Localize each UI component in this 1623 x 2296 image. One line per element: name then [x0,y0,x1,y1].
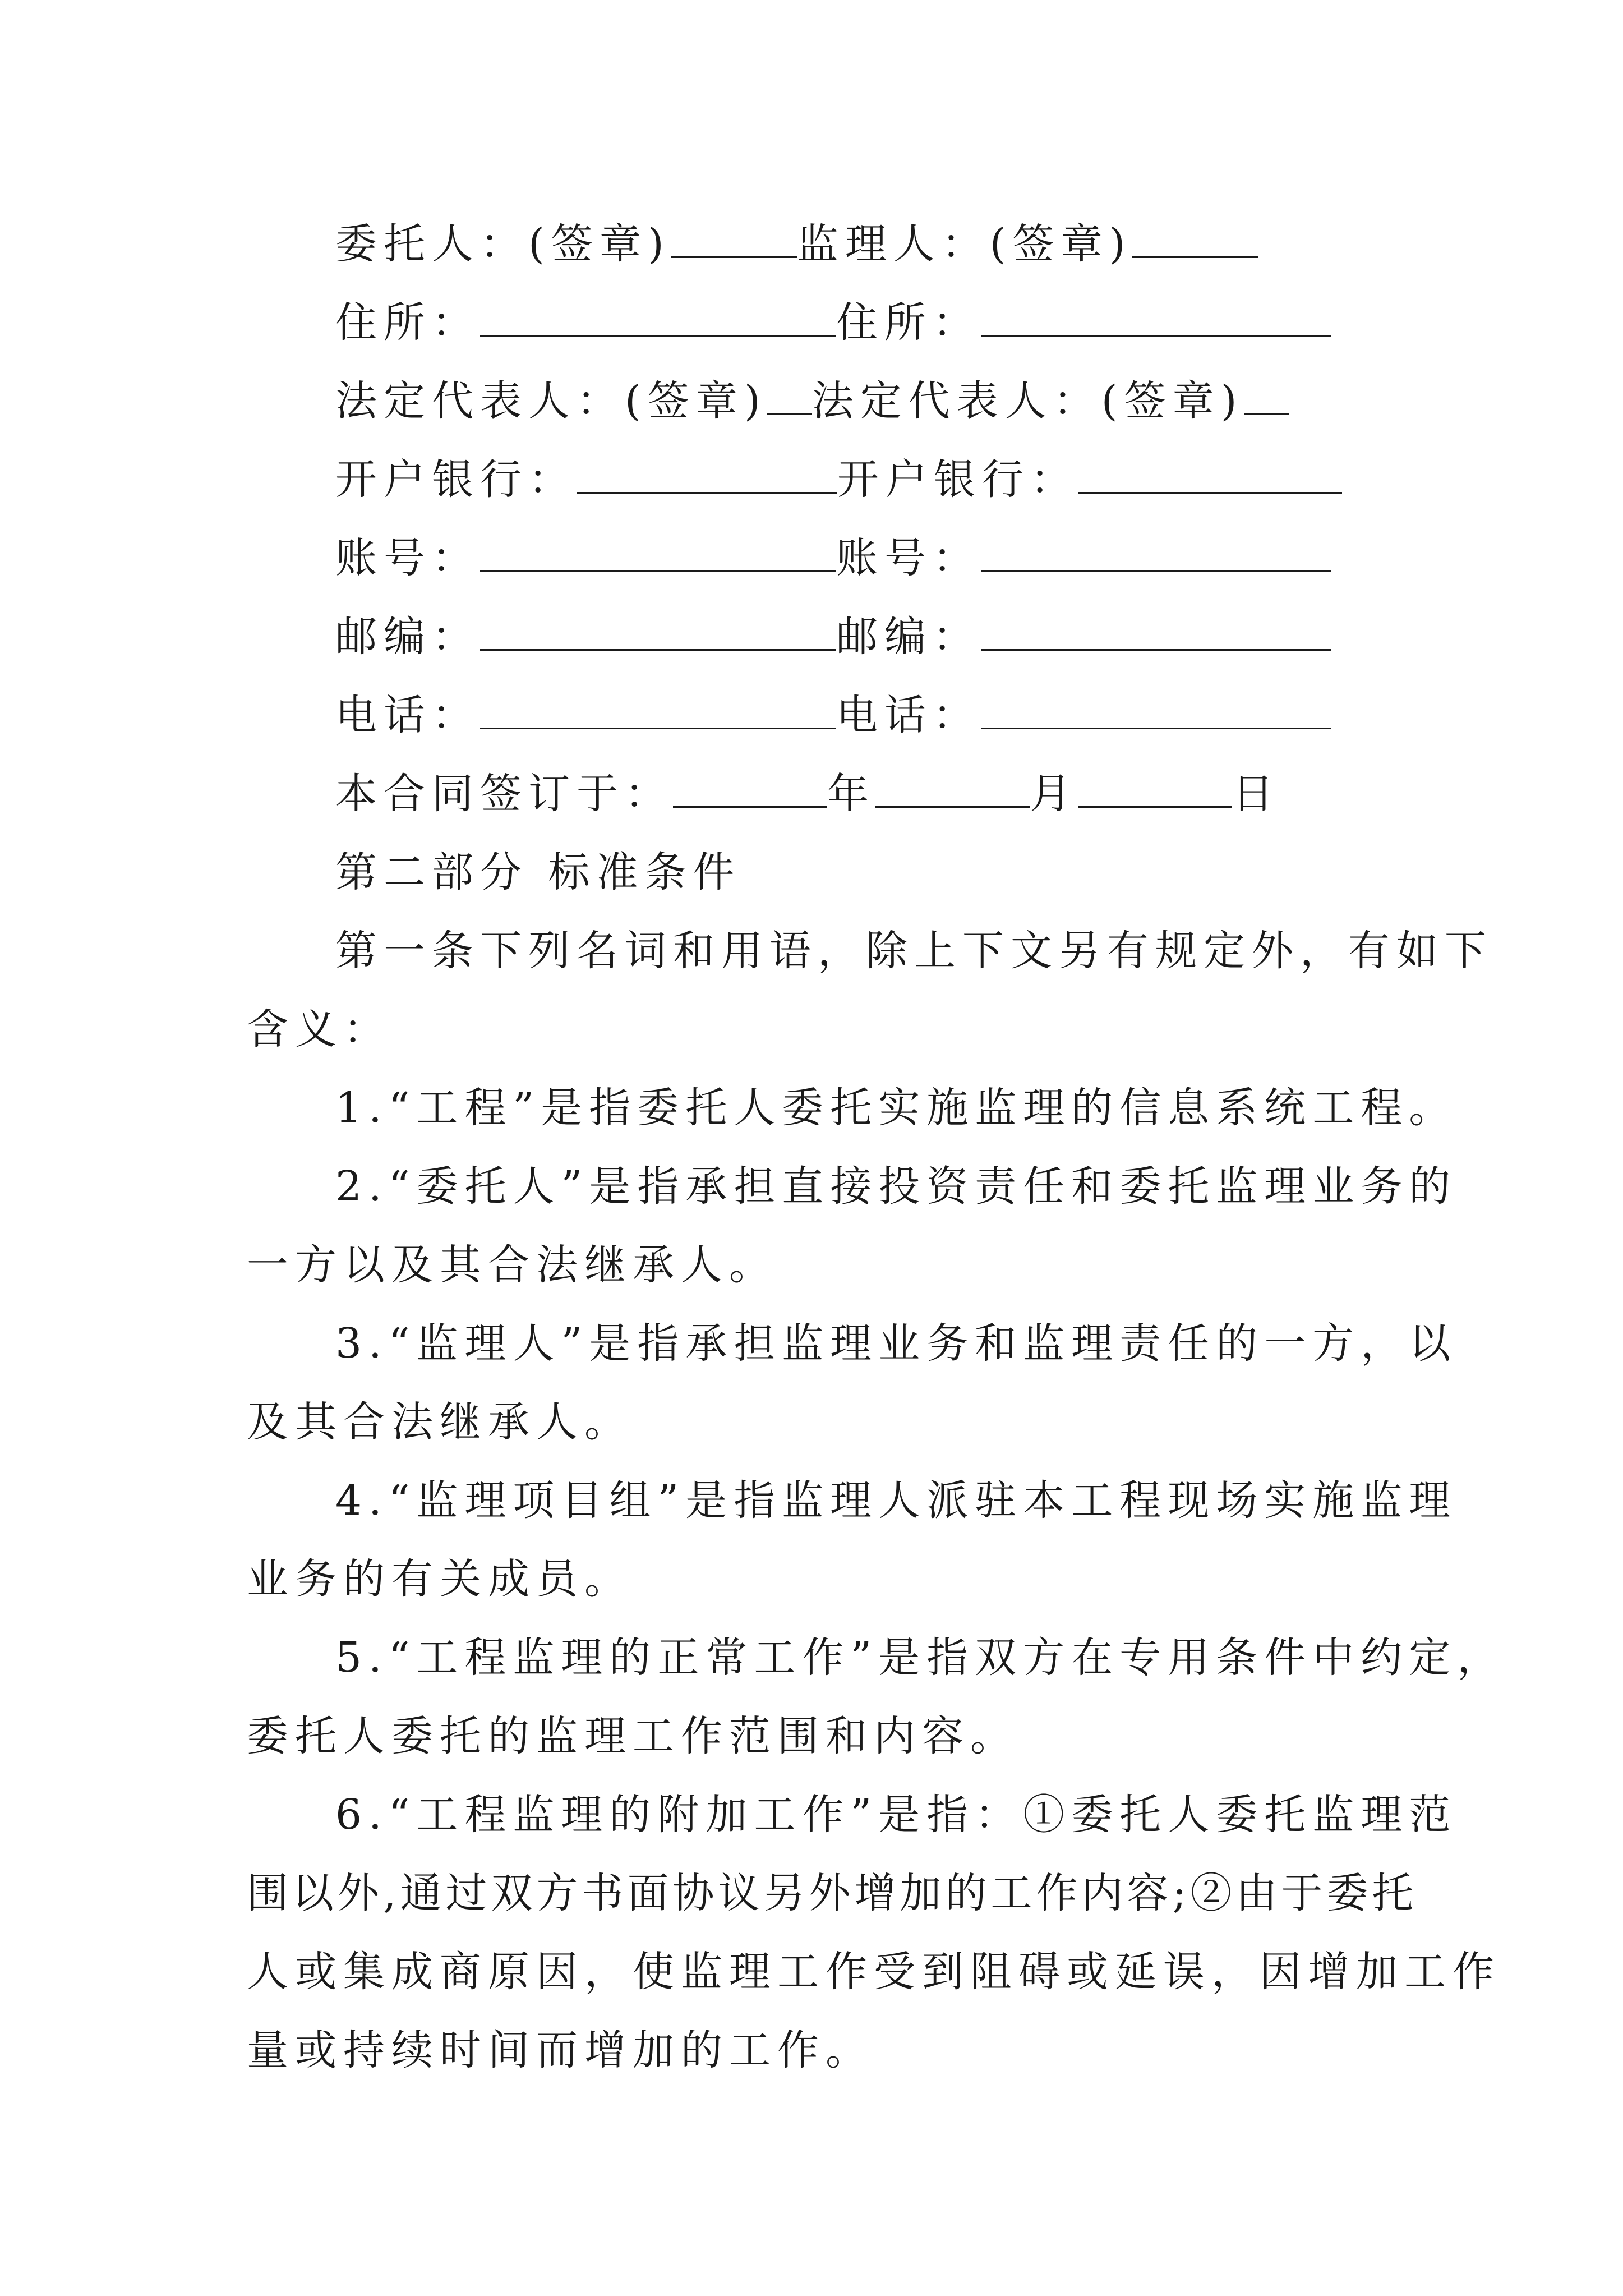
blank-line [875,771,1030,808]
blank-line [577,457,837,494]
blank-line [981,614,1331,651]
article-1-line: 第一条下列名词和用语，除上下文另有规定外，有如下 [335,927,1493,975]
blank-line [981,300,1331,337]
postcode-label: 邮编： [335,613,480,661]
month-label: 月 [1030,770,1078,818]
address-label: 住所： [836,298,981,347]
definition-6-line: 人或集成商原因，使监理工作受到阻碍或延误，因增加工作 [247,1948,1501,1996]
definition-4-line: 业务的有关成员。 [247,1555,633,1603]
blank-line [1078,771,1232,808]
blank-line [671,222,797,258]
definition-3-line: 3.“监理人”是指承担监理业务和监理责任的一方，以 [335,1319,1458,1368]
account-label: 账号： [836,534,981,582]
blank-line [673,771,827,808]
signature-row-address [335,295,1331,351]
definition-4-line: 4.“监理项目组”是指监理人派驻本工程现场实施监理 [335,1476,1458,1525]
definition-5-line: 委托人委托的监理工作范围和内容。 [247,1712,1018,1760]
signature-row-account [335,530,1331,586]
signature-row-postcode [335,609,1331,665]
signature-row-phone [335,687,1331,743]
definition-2-line: 2.“委托人”是指承担直接投资责任和委托监理业务的 [335,1162,1458,1211]
legal-rep-label: 法定代表人：(签章) [335,377,767,425]
supervisor-signature-label: 监理人：(签章) [796,220,1132,268]
signing-date-label: 本合同签订于： [335,770,673,818]
article-1-line: 含义： [247,1005,391,1053]
address-label: 住所： [335,298,480,347]
year-label: 年 [827,770,875,818]
definition-1-line: 1.“工程”是指委托人委托实施监理的信息系统工程。 [335,1084,1458,1132]
blank-line [480,300,836,337]
blank-line [981,693,1331,729]
blank-line [1132,222,1258,258]
section-title: 第二部分 标准条件 [335,848,741,896]
signature-row-bank [335,452,1342,508]
blank-line [1244,379,1289,415]
day-label: 日 [1232,770,1280,818]
phone-label: 电话： [836,691,981,739]
blank-line [767,379,812,415]
definition-6-line: 量或持续时间而增加的工作。 [247,2026,874,2074]
blank-line [480,693,836,729]
blank-line [981,536,1331,572]
definition-6-line: 6.“工程监理的附加工作”是指：①委托人委托监理范 [335,1791,1458,1839]
bank-label: 开户银行： [335,455,577,504]
blank-line [1078,457,1342,494]
definition-3-line: 及其合法继承人。 [247,1398,633,1446]
principal-signature-label: 委托人：(签章) [335,220,671,268]
definition-6-line: 围以外,通过双方书面协议另外增加的工作内容;②由于委托 [247,1869,1418,1917]
definition-5-line: 5.“工程监理的正常工作”是指双方在专用条件中约定， [335,1634,1506,1682]
blank-line [480,614,836,651]
definition-2-line: 一方以及其合法继承人。 [247,1241,777,1289]
blank-line [480,536,836,572]
signature-row-legal-rep [335,373,1289,429]
postcode-label: 邮编： [836,613,981,661]
bank-label: 开户银行： [837,455,1078,504]
signature-row-principal [335,216,1258,272]
legal-rep-label: 法定代表人：(签章) [811,377,1244,425]
account-label: 账号： [335,534,480,582]
signing-date-row [335,766,1280,822]
phone-label: 电话： [335,691,480,739]
